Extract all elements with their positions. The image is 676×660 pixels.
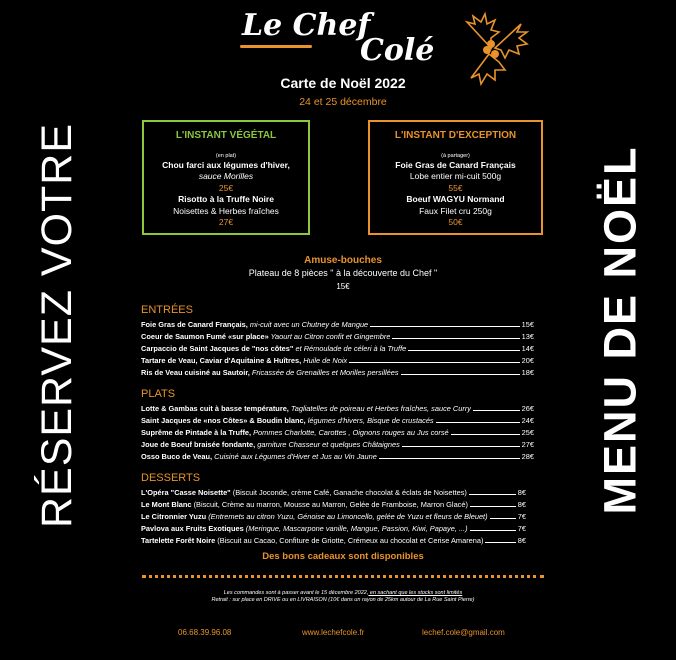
vegetal-title: L'INSTANT VÉGÉTAL	[175, 130, 277, 141]
dish-desc: (Meringue, Mascarpone vanille, Mangue, Passion, Kiwi, Papaye, ...)	[243, 524, 468, 533]
dotted-divider	[142, 575, 544, 578]
menu-row	[141, 512, 526, 521]
dish-desc: mi-cuit avec un Chutney de Mangue	[247, 320, 369, 329]
menu-row	[141, 524, 526, 533]
exception-note: (à partager)	[441, 152, 470, 159]
menu-row	[141, 320, 534, 329]
dish-desc: légumes d'hivers, Bisque de crustacés	[305, 416, 434, 425]
amuse-title: Amuse-bouches	[304, 255, 382, 266]
order-notes	[112, 590, 574, 605]
dish-name: Le Citronnier Yuzu	[141, 512, 207, 521]
exception-dish2-desc: Faux Filet cru 250g	[419, 205, 492, 216]
logo-knife-underline	[240, 45, 312, 48]
dish-name: Coeur de Saumon Fumé «sur place»	[141, 332, 269, 341]
reservez-votre-text: RÉSERVEZ VOTRE	[33, 122, 82, 528]
dish-price: 24€	[521, 416, 534, 425]
dish-price: 13€	[521, 332, 534, 341]
dish-desc: Yaourt au Citron confit et Gingembre	[268, 332, 391, 341]
dish-name: Osso Buco de Veau,	[141, 452, 213, 461]
dish-name: Tartelette Forêt Noire	[141, 536, 216, 545]
dish-name: Saint Jacques de «nos Côtes» & Boudin blanc,	[141, 416, 306, 425]
desserts-heading: DESSERTS	[141, 472, 201, 484]
dish-name: Lotte & Gambas cuit à basse température,	[141, 404, 289, 413]
menu-row	[141, 332, 534, 341]
menu-row	[141, 536, 526, 545]
vegetal-dish2-desc: Noisettes & Herbes fraîches	[173, 205, 279, 216]
dish-price: 18€	[521, 368, 534, 377]
dish-price: 15€	[521, 320, 534, 329]
exception-dish1-name: Foie Gras de Canard Français	[395, 159, 516, 170]
exception-dish1-price: 55€	[448, 182, 463, 193]
menu-row	[141, 428, 534, 437]
dish-price: 8€	[517, 488, 526, 497]
menu-row	[141, 416, 534, 425]
dish-desc: (Entremets au citron Yuzu, Génoise au Limoncello, gelée de Yuzu et fleurs de Bleuet)	[206, 512, 488, 521]
entrees-heading: ENTRÉES	[141, 304, 193, 316]
amuse-desc: Plateau de 8 pièces " à la découverte du Chef "	[248, 268, 438, 278]
dish-name: Joue de Boeuf braisée fondante,	[141, 440, 256, 449]
logo-line2: Colé	[360, 33, 435, 68]
amuse-price: 15€	[336, 282, 350, 291]
vegetal-dish1-desc: sauce Morilles	[198, 171, 254, 182]
vegetal-dish2-name: Risotto à la Truffe Noire	[178, 194, 274, 205]
pickup-note: Retrait : sur place en DRIVE ou en LIVRAISON (10€ dans un rayon de 25km autour de La Rue Saint Pierre)	[211, 597, 475, 604]
dish-desc: (Biscuit au Cacao, Confiture de Griotte, Crémeux au chocolat et Cerise Amarena)	[215, 536, 484, 545]
menu-de-noel-text: MENU DE NOËL	[594, 145, 646, 515]
dish-desc: Huile de Noix	[301, 356, 348, 365]
exception-dish2-price: 50€	[448, 217, 463, 228]
dish-desc: et Rémoulade de céleri à la Truffe	[293, 344, 407, 353]
logo-line1: Le Chef	[242, 8, 371, 43]
dish-price: 20€	[521, 356, 534, 365]
dish-name: Le Mont Blanc	[141, 500, 192, 509]
website-link[interactable]: www.lechefcole.fr	[302, 628, 365, 637]
menu-title: Carte de Noël 2022	[280, 75, 406, 91]
dish-desc: (Biscuit Joconde, crème Café, Ganache chocolat & éclats de Noisettes)	[230, 488, 467, 497]
menu-row	[141, 356, 534, 365]
menu-row	[141, 488, 526, 497]
email-link[interactable]: lechef.cole@gmail.com	[422, 628, 505, 637]
dish-price: 25€	[521, 428, 534, 437]
dish-desc: Tagliatelles de poireau et Herbes fraîches, sauce Curry	[288, 404, 471, 413]
dish-name: Suprême de Pintade à la Truffe,	[141, 428, 252, 437]
exception-box	[368, 120, 543, 235]
menu-row	[141, 500, 526, 509]
dish-desc: Pommes Charlotte, Carottes , Oignons rouges au Jus corsé	[251, 428, 449, 437]
menu-row	[141, 368, 534, 377]
vegetal-box	[142, 120, 310, 235]
dish-price: 7€	[517, 512, 526, 521]
stock-note: en sachant que les stocks sont limités	[368, 590, 463, 596]
dish-price: 7€	[517, 524, 526, 533]
vegetal-dish1-name: Chou farci aux légumes d'hiver,	[162, 159, 290, 170]
vegetal-note: (en plat)	[215, 152, 237, 159]
menu-row	[141, 440, 534, 449]
phone-number[interactable]: 06.68.39.96.08	[178, 628, 232, 637]
dish-price: 27€	[521, 440, 534, 449]
dish-name: Carpaccio de Saint Jacques de "nos côtes"	[141, 344, 294, 353]
dish-desc: Fricassée de Grenailles et Morilles persillées	[249, 368, 399, 377]
dish-price: 8€	[517, 500, 526, 509]
dish-name: Ris de Veau cuisiné au Sautoir,	[141, 368, 250, 377]
menu-card	[112, 0, 574, 660]
menu-row	[141, 452, 534, 461]
side-text-right	[585, 100, 655, 560]
dish-price: 28€	[521, 452, 534, 461]
plats-heading: PLATS	[141, 388, 176, 400]
order-deadline: Les commandes sont à passer avant le 15 décembre 2022,	[223, 590, 369, 596]
menu-dates: 24 et 25 décembre	[299, 96, 387, 108]
dish-name: Pavlova aux Fruits Exotiques	[141, 524, 244, 533]
menu-row	[141, 344, 534, 353]
dish-name: Tartare de Veau, Caviar d'Aquitaine & Huîtres,	[141, 356, 302, 365]
dish-price: 26€	[521, 404, 534, 413]
dish-desc: garniture Chasseur et quelques Châtaignes	[255, 440, 400, 449]
dish-name: L'Opéra "Casse Noisette"	[141, 488, 231, 497]
side-text-left	[28, 110, 88, 540]
dish-price: 14€	[521, 344, 534, 353]
exception-title: L'INSTANT D'EXCEPTION	[394, 130, 517, 141]
dish-name: Foie Gras de Canard Français,	[141, 320, 248, 329]
dish-desc: Cuisiné aux Légumes d'Hiver et Jus au Vin Jaune	[212, 452, 377, 461]
vegetal-dish2-price: 27€	[218, 217, 234, 228]
menu-row	[141, 404, 534, 413]
exception-dish1-desc: Lobe entier mi-cuit 500g	[409, 171, 502, 182]
dish-desc: (Biscuit, Crème au marron, Mousse au Marron, Gelée de Framboise, Marron Glacé)	[191, 500, 468, 509]
exception-dish2-name: Boeuf WAGYU Normand	[406, 194, 505, 205]
gift-cards-note: Des bons cadeaux sont disponibles	[262, 551, 424, 562]
vegetal-dish1-price: 25€	[218, 182, 234, 193]
dish-price: 8€	[517, 536, 526, 545]
